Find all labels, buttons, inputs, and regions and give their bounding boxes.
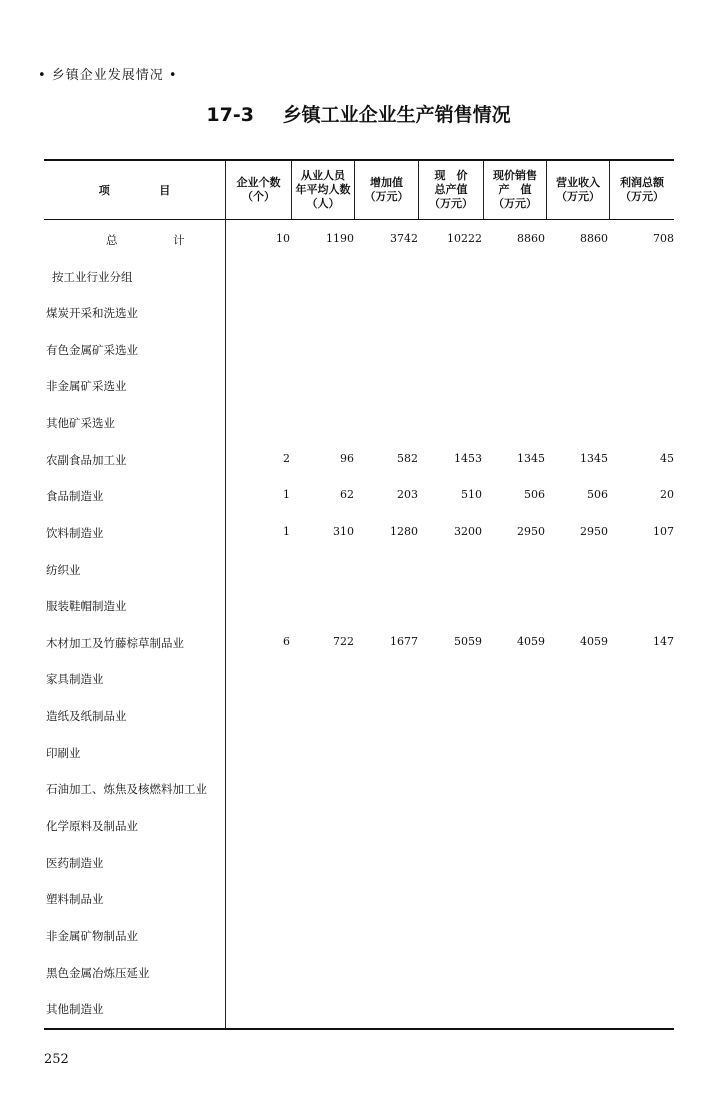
table-row (44, 891, 674, 911)
header-line: 现价销售 (493, 169, 537, 182)
cell-value: 20 (660, 488, 674, 501)
header-line: （万元） (429, 197, 473, 210)
header-line: 增加值 (370, 176, 403, 189)
cell-value: 1280 (390, 525, 418, 538)
cell-value: 8860 (580, 232, 608, 245)
cell-value: 1 (283, 525, 290, 538)
cell-value: 582 (397, 452, 418, 465)
header-line: （万元） (556, 190, 600, 203)
table-title (0, 100, 717, 127)
table-row (44, 1001, 674, 1021)
cell-value: 96 (340, 452, 354, 465)
row-label: 塑料制品业 (46, 892, 104, 906)
row-label: 非金属矿采选业 (46, 379, 127, 393)
table-row (44, 378, 674, 398)
table-row (44, 635, 674, 655)
table-row (44, 598, 674, 618)
cell-value: 62 (340, 488, 354, 501)
cell-value: 722 (333, 635, 354, 648)
header-line: （万元） (493, 197, 537, 210)
cell-value: 147 (653, 635, 674, 648)
cell-value: 1677 (390, 635, 418, 648)
cell-value: 3742 (390, 232, 418, 245)
row-label: 其他制造业 (46, 1002, 104, 1016)
row-label: 其他矿采选业 (46, 416, 115, 430)
row-label: 黑色金属冶炼压延业 (46, 966, 150, 980)
cell-value: 310 (333, 525, 354, 538)
table-row (44, 562, 674, 582)
cell-value: 6 (283, 635, 290, 648)
header-line: 利润总额 (620, 176, 664, 189)
top-rule (44, 159, 674, 161)
row-label: 有色金属矿采选业 (46, 343, 138, 357)
table-row (44, 745, 674, 765)
row-label: 农副食品加工业 (46, 453, 127, 467)
header-line: 产 值 (498, 183, 532, 196)
cell-value: 2 (283, 452, 290, 465)
table-row (44, 488, 674, 508)
cell-value: 510 (461, 488, 482, 501)
header-line: 现 价 (434, 169, 468, 182)
cell-value: 10222 (447, 232, 482, 245)
table-row (44, 232, 674, 252)
table-number: 17-3 (206, 104, 254, 126)
bottom-rule (44, 1028, 674, 1030)
table-row (44, 671, 674, 691)
column-header-revenue (547, 162, 609, 218)
header-line: 企业个数 (236, 176, 281, 189)
header-line: （个） (242, 190, 275, 203)
table-row (44, 415, 674, 435)
stub-heading (44, 162, 225, 218)
table-title-text: 乡镇工业企业生产销售情况 (282, 104, 511, 126)
table-row (44, 708, 674, 728)
running-head: • 乡镇企业发展情况 • (38, 68, 178, 83)
row-label: 食品制造业 (46, 489, 104, 503)
table-row (44, 342, 674, 362)
row-label: 家具制造业 (46, 672, 104, 686)
row-label: 石油加工、炼焦及核燃料加工业 (46, 782, 207, 796)
header-line: 年平均人数 (295, 183, 351, 196)
header-line: （万元） (364, 190, 409, 203)
row-label: 总 计 (106, 233, 207, 247)
header-line: （人） (306, 197, 340, 210)
row-label: 化学原料及制品业 (46, 819, 138, 833)
column-header-profit (610, 162, 674, 218)
row-label: 医药制造业 (46, 856, 104, 870)
row-label: 造纸及纸制品业 (46, 709, 127, 723)
cell-value: 10 (276, 232, 290, 245)
cell-value: 2950 (580, 525, 608, 538)
column-header-enterprises (226, 162, 291, 218)
cell-value: 708 (653, 232, 674, 245)
table-row (44, 305, 674, 325)
table-row (44, 818, 674, 838)
cell-value: 1345 (580, 452, 608, 465)
row-label: 饮料制造业 (46, 526, 104, 540)
column-header-value-added (355, 162, 418, 218)
row-label: 非金属矿物制品业 (46, 929, 138, 943)
cell-value: 1 (283, 488, 290, 501)
row-label: 纺织业 (46, 563, 81, 577)
column-header-employees (292, 162, 354, 218)
cell-value: 5059 (454, 635, 482, 648)
row-label: 印刷业 (46, 746, 81, 760)
page-number: 252 (44, 1052, 69, 1067)
header-line: 营业收入 (556, 176, 600, 189)
table-row (44, 452, 674, 472)
stub-heading-part: 目 (159, 184, 171, 197)
header-line: （万元） (620, 190, 664, 203)
table-row (44, 269, 674, 289)
cell-value: 2950 (517, 525, 545, 538)
cell-value: 1190 (326, 232, 354, 245)
cell-value: 3200 (454, 525, 482, 538)
table-row (44, 855, 674, 875)
cell-value: 1453 (454, 452, 482, 465)
row-label: 按工业行业分组 (52, 270, 133, 284)
cell-value: 45 (660, 452, 674, 465)
table-row (44, 928, 674, 948)
header-rule (44, 219, 674, 220)
stub-heading-part: 项 (98, 184, 110, 197)
table-row (44, 965, 674, 985)
cell-value: 203 (397, 488, 418, 501)
cell-value: 107 (653, 525, 674, 538)
column-header-gross-output (419, 162, 483, 218)
header-line: 从业人员 (301, 169, 345, 182)
header-line: 总产值 (434, 183, 468, 196)
cell-value: 506 (587, 488, 608, 501)
table-row (44, 781, 674, 801)
cell-value: 1345 (517, 452, 545, 465)
row-label: 煤炭开采和洗选业 (46, 306, 138, 320)
table-row (44, 525, 674, 545)
row-label: 木材加工及竹藤棕草制品业 (46, 636, 184, 650)
cell-value: 4059 (580, 635, 608, 648)
cell-value: 8860 (517, 232, 545, 245)
column-header-sales-output (484, 162, 546, 218)
cell-value: 506 (524, 488, 545, 501)
row-label: 服装鞋帽制造业 (46, 599, 127, 613)
cell-value: 4059 (517, 635, 545, 648)
